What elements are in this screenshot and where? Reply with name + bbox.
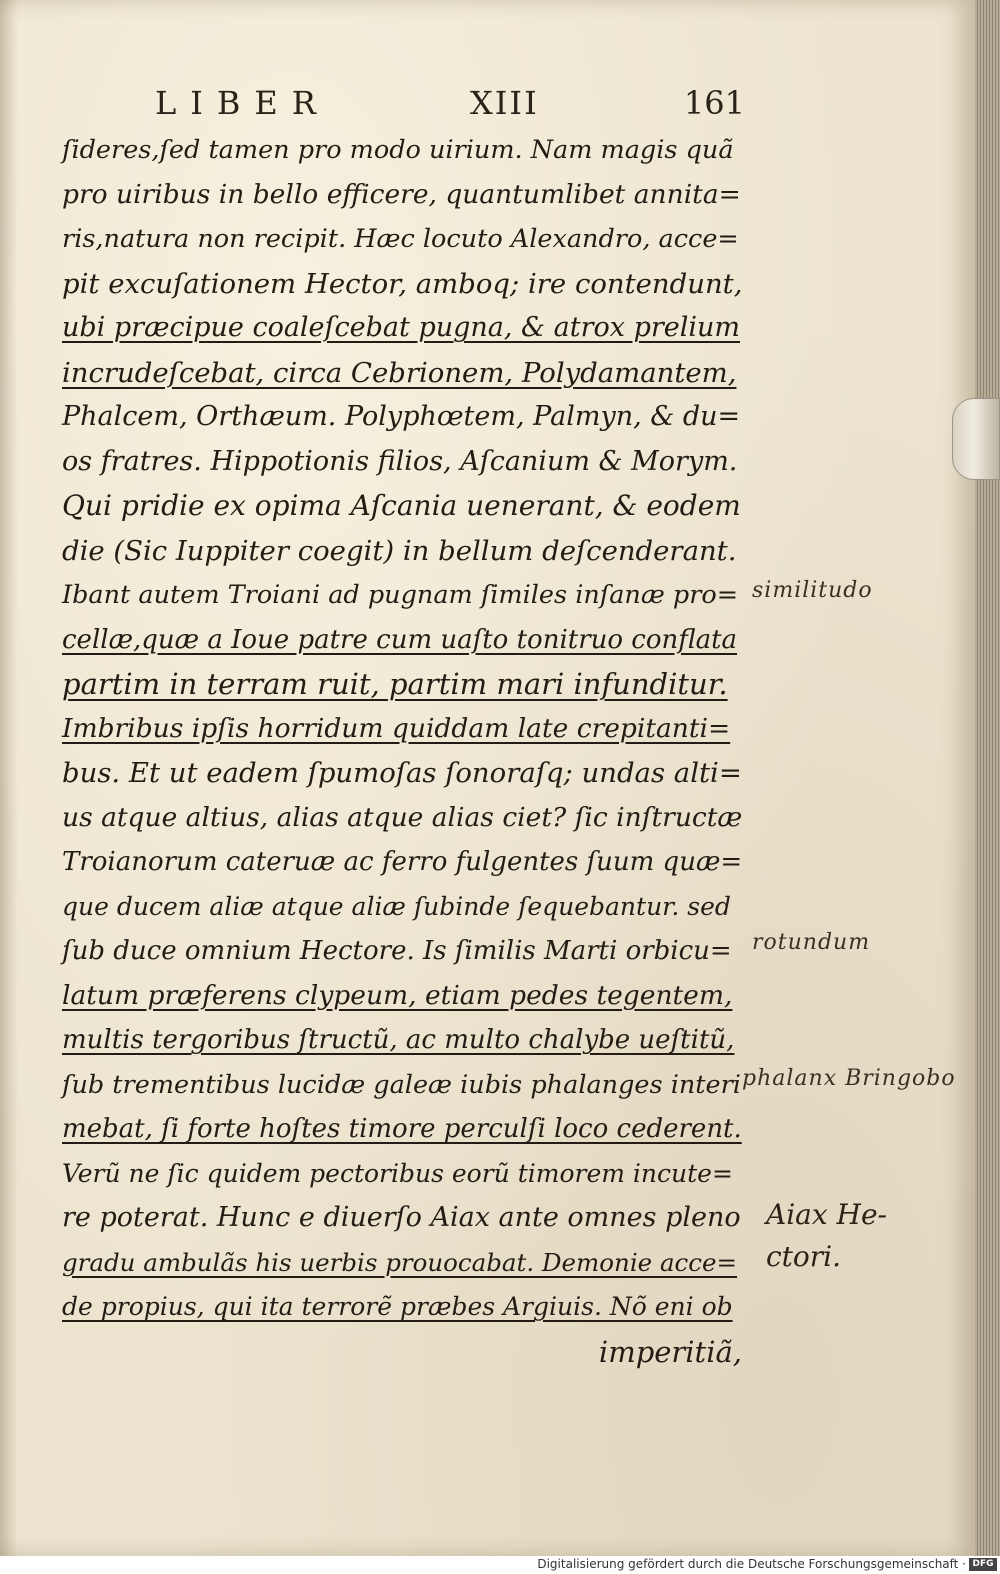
text-line-underlined: gradu ambulãs his uerbis prouocabat. Demonie acce= (62, 1247, 738, 1277)
text-line-underlined: Imbribus ipſis horridum quiddam late crepitanti= (62, 712, 731, 744)
header-liber: LIBER (155, 84, 330, 122)
text-line: ſub trementibus lucidæ galeæ iubis phalanges interi (62, 1069, 741, 1100)
margin-note-rotundum: rotundum (752, 930, 871, 955)
margin-note-aiax-line2: ctori. (766, 1240, 842, 1273)
text-line: Ibant autem Troiani ad pugnam ſimiles inſanæ pro= (62, 580, 739, 610)
text-line: pit excuſationem Hector, amboq; ire contendunt, (62, 267, 743, 300)
margin-note-similitudo: similitudo (752, 578, 873, 603)
text-line: que ducem aliæ atque aliæ ſubinde ſequebantur. sed (62, 891, 731, 921)
dfg-logo: DFG (969, 1558, 997, 1571)
main-text-block (62, 128, 742, 1374)
text-line: ſideres,ſed tamen pro modo uirium. Nam magis quã (62, 135, 734, 165)
book-clasp (952, 398, 1000, 480)
text-line: Troianorum cateruæ ac ferro fulgentes ſuum quæ= (62, 847, 743, 877)
margin-note-aiax-line1: Aiax He- (766, 1198, 888, 1231)
page-fore-edge (975, 0, 1000, 1556)
page-number: 161 (683, 84, 745, 122)
text-line: ſub duce omnium Hectore. Is ſimilis Marti orbicu= (62, 936, 732, 966)
text-line-underlined: cellæ,quæ a Ioue patre cum uaſto tonitruo conflata (62, 624, 738, 655)
text-line-underlined: latum præferens clypeum, etiam pedes tegentem, (62, 979, 733, 1011)
text-line: os fratres. Hippotionis filios, Aſcanium & Morym. (62, 445, 738, 477)
text-line-underlined: mebat, ſi forte hoſtes timore perculſi loco cederent. (62, 1114, 742, 1144)
text-line-underlined: ubi præcipue coaleſcebat pugna, & atrox prelium (62, 312, 741, 343)
text-line: ris,natura non recipit. Hæc locuto Alexandro, acce= (62, 224, 739, 254)
margin-note-phalanx: phalanx Bringobo (742, 1066, 956, 1091)
text-line: us atque altius, alias atque alias ciet? ſic inſtructæ (62, 801, 743, 833)
text-line: Verũ ne ſic quidem pectoribus eorũ timorem incute= (62, 1158, 733, 1188)
text-line-underlined: partim in terram ruit, partim mari infunditur. (62, 667, 728, 701)
text-line: bus. Et ut eadem ſpumoſas ſonoraſq; undas alti= (62, 757, 742, 789)
text-line-underlined: multis tergoribus ſtructũ, ac multo chalybe ueſtitũ, (62, 1025, 735, 1055)
footer-credit: Digitalisierung gefördert durch die Deutsche Forschungsgemeinschaft · (537, 1557, 966, 1571)
catchword: imperitiã, (598, 1334, 742, 1369)
running-header (155, 84, 745, 128)
text-line-underlined: de propius, qui ita terrorẽ præbes Argiuis. Nõ eni ob (62, 1292, 733, 1321)
header-book-number: XIII (470, 84, 539, 122)
text-line: Phalcem, Orthæum. Polyphœtem, Palmyn, & du= (62, 401, 741, 432)
page-gutter-shadow (0, 0, 18, 1556)
text-line: Qui pridie ex opima Aſcania uenerant, & eodem (62, 489, 741, 522)
digitization-footer (0, 1556, 1000, 1574)
text-line: re poterat. Hunc e diuerſo Aiax ante omnes pleno (62, 1202, 741, 1233)
text-line: pro uiribus in bello efficere, quantumlibet annita= (62, 178, 741, 210)
text-line-underlined: incrudeſcebat, circa Cebrionem, Polydamantem, (62, 356, 737, 389)
text-line: die (Sic Iuppiter coegit) in bellum deſcenderant. (62, 534, 737, 567)
